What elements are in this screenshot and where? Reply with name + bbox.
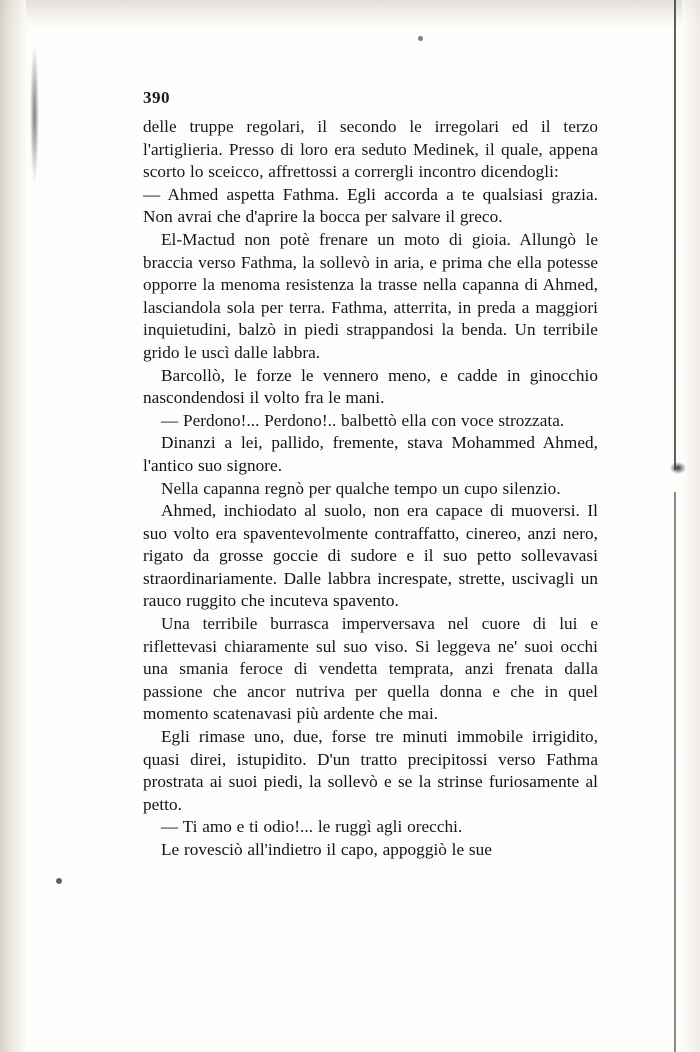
page-gutter-line-lower — [674, 492, 676, 1052]
paragraph: Egli rimase uno, due, forse tre minuti immobile irrigidito, quasi direi, istupidito. D'un tratto precipitossi verso Fathma prostrata ai suoi piedi, la sollevò e se la strinse furiosamente al petto. — [143, 727, 598, 814]
paragraph: — Perdono!... Perdono!.. balbettò ella con voce strozzata. — [161, 410, 565, 430]
page-top-scan-artifact — [0, 0, 700, 30]
paragraph: Barcollò, le forze le vennero meno, e cadde in ginocchio nascondendosi il volto fra le mani. — [143, 365, 598, 408]
paragraph: Dinanzi a lei, pallido, fremente, stava Mohammed Ahmed, l'antico suo signore. — [143, 433, 598, 475]
paragraph: El-Mactud non potè frenare un moto di gioia. Allungò le braccia verso Fathma, la sollevò in aria, e prima che ella potesse opporre la menoma resistenza la trasse nella capanna di Ahmed, lasciandola sola per terra. Fathma, atterrita, in preda a maggiori inquietudini, balzò in piedi strappandosi la benda. Un terribile grido le uscì dalle labbra. — [143, 229, 598, 362]
paragraph: — Ti amo e ti odio!... le ruggì agli orecchi. — [161, 817, 463, 837]
ink-speck-top — [418, 36, 423, 41]
page-number: 390 — [143, 88, 170, 107]
paragraph: Le rovesciò all'indietro il capo, appoggiò le sue — [161, 840, 492, 859]
page-right-scan-edge — [682, 0, 700, 1052]
paragraph: Nella capanna regnò per qualche tempo un cupo silenzio. — [161, 478, 561, 498]
ink-blot-right-margin — [670, 462, 686, 474]
page-text-block — [143, 88, 598, 862]
paragraph: Ahmed, inchiodato al suolo, non era capace di muoversi. Il suo volto era spaventevolmente contraffatto, cinereo, anzi nero, rigato da grosse goccie di sudore e il suo petto sollevavasi straordinariamente. Dalle labbra increspate, strette, uscivagli un rauco ruggito che incuteva spavento. — [143, 501, 598, 611]
ink-blot-left — [30, 44, 39, 184]
paragraph: delle truppe regolari, il secondo le irregolari ed il terzo l'artiglieria. Presso di loro era seduto Medinek, il quale, appena scorto lo sceicco, affrettossi a corrergli incontro dicendogli: — [143, 117, 598, 182]
paragraph: — Ahmed aspetta Fathma. Egli accorda a te qualsiasi grazia. Non avrai che d'aprire la bocca per salvare il greco. — [143, 184, 598, 227]
page-left-scan-edge — [0, 0, 26, 1052]
page-gutter-line-upper — [674, 0, 676, 470]
paragraph: Una terribile burrasca imperversava nel cuore di lui e riflettevasi chiaramente sul suo viso. Si leggeva ne' suoi occhi una smania feroce di vendetta temprata, anzi frenata dalla passione che ancor nutriva per quella donna e che in quel momento scatenavasi più ardente che mai. — [143, 614, 598, 724]
ink-speck-lower-left — [56, 878, 62, 884]
